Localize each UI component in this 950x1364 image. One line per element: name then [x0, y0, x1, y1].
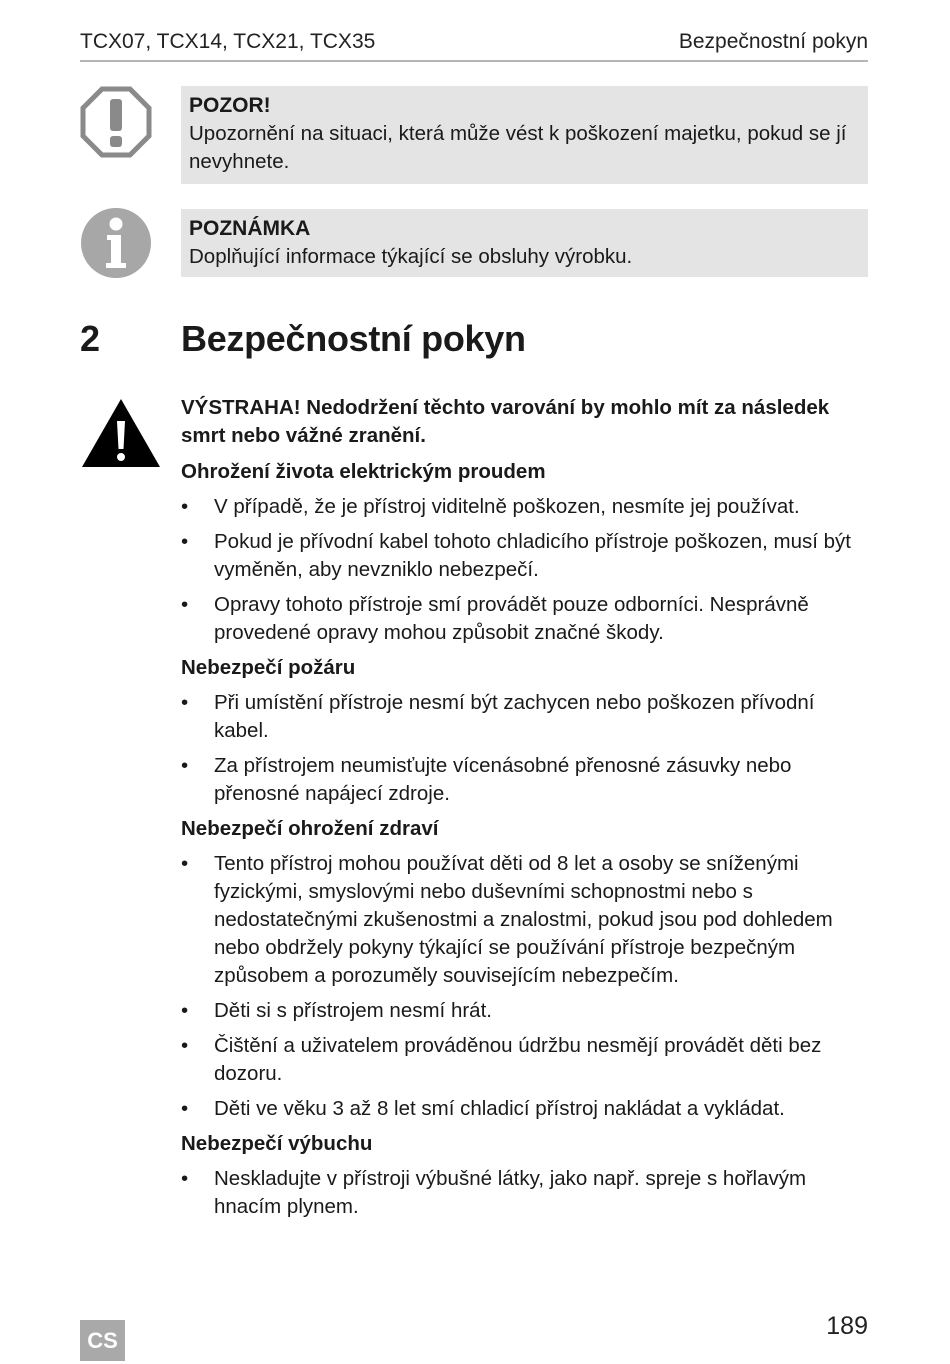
warning-heading: VÝSTRAHA! Nedodržení těchto varování by mohlo mít za následek smrt nebo vážné zranění.	[181, 396, 830, 447]
list-item: • V případě, že je přístroj viditelně poškozen, nesmíte jej používat.	[181, 493, 873, 521]
page-number: 189	[826, 1312, 868, 1340]
list-item: • Čištění a uživatelem prováděnou údržbu nesmějí provádět děti bez dozoru.	[181, 1034, 822, 1085]
warning-triangle-icon	[80, 397, 162, 469]
list-fire	[181, 689, 873, 808]
header-divider	[80, 60, 868, 62]
caution-title: POZOR!	[189, 94, 271, 117]
list-item: • Tento přístroj mohou používat děti od 8 let a osoby se sníženými fyzickými, smyslovými nebo duševními schopnostmi nebo s nedostatečnými zkušenostmi a znalostmi, pokud jsou pod dohledem nebo obdržely pokyny týkající se používání přístroje bezpečným způsobem a porozuměly souvisejícím nebezpečím.	[181, 852, 833, 987]
bullet-icon: •	[181, 593, 189, 616]
header-section-title: Bezpečnostní pokyn	[678, 30, 868, 53]
list-item: • Pokud je přívodní kabel tohoto chladicího přístroje poškozen, musí být vyměněn, aby nevzniklo nebezpečí.	[181, 530, 852, 581]
header-models: TCX07, TCX14, TCX21, TCX35	[80, 30, 376, 53]
bullet-icon: •	[181, 754, 189, 777]
bullet-icon: •	[181, 1167, 189, 1190]
list-health	[181, 850, 873, 1123]
bullet-icon: •	[181, 495, 189, 518]
section-title-electric: Ohrožení života elektrickým proudem	[181, 460, 546, 483]
chapter-title: Bezpečnostní pokyn	[181, 318, 526, 359]
caution-octagon-icon	[80, 86, 152, 158]
bullet-icon: •	[181, 852, 189, 875]
list-item: • Děti si s přístrojem nesmí hrát.	[181, 997, 873, 1025]
info-text: Doplňující informace týkající se obsluhy výrobku.	[189, 245, 633, 268]
info-circle-icon	[80, 207, 152, 279]
list-explosion	[181, 1165, 873, 1221]
list-item: • Děti ve věku 3 až 8 let smí chladicí přístroj nakládat a vykládat.	[181, 1095, 873, 1123]
bullet-icon: •	[181, 530, 189, 553]
list-item: • Opravy tohoto přístroje smí provádět pouze odborníci. Nesprávně provedené opravy mohou způsobit značné škody.	[181, 593, 809, 644]
chapter-number: 2	[80, 318, 101, 359]
section-title-health: Nebezpečí ohrožení zdraví	[181, 817, 439, 840]
section-title-fire: Nebezpečí požáru	[181, 656, 356, 679]
safety-instructions	[181, 394, 873, 1228]
info-notice-box	[181, 209, 868, 277]
caution-notice-box	[181, 86, 868, 184]
language-badge: CS	[80, 1320, 125, 1361]
section-title-explosion: Nebezpečí výbuchu	[181, 1132, 373, 1155]
bullet-icon: •	[181, 691, 189, 714]
bullet-icon: •	[181, 999, 189, 1022]
list-item: • Při umístění přístroje nesmí být zachycen nebo poškozen přívodní kabel.	[181, 691, 815, 742]
bullet-icon: •	[181, 1034, 189, 1057]
list-item: • Za přístrojem neumisťujte vícenásobné přenosné zásuvky nebo přenosné napájecí zdroje.	[181, 754, 792, 805]
caution-text: Upozornění na situaci, která může vést k poškození majetku, pokud se jí nevyhnete.	[189, 122, 847, 173]
list-electric	[181, 493, 873, 647]
list-item: • Neskladujte v přístroji výbušné látky, jako např. spreje s hořlavým hnacím plynem.	[181, 1167, 807, 1218]
info-title: POZNÁMKA	[189, 217, 311, 240]
bullet-icon: •	[181, 1097, 189, 1120]
